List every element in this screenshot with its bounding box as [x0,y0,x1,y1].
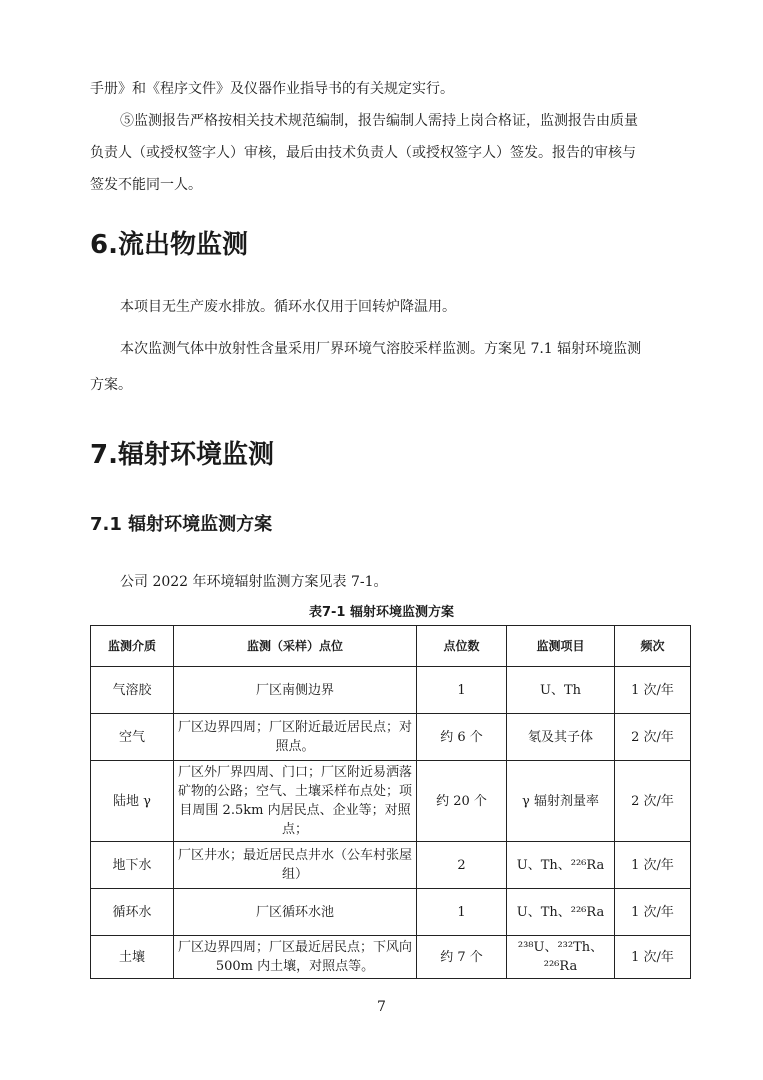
cell-medium: 土壤 [91,936,174,979]
cell-medium: 陆地 γ [91,761,174,842]
cell-item: U、Th [507,667,615,714]
section-6-para-2a: 本次监测气体中放射性含量采用厂界环境气溶胶采样监测。方案见 7.1 辐射环境监测 [120,341,642,357]
cell-location: 厂区井水；最近居民点井水（公车村张屋组） [174,842,417,889]
cell-count: 约 20 个 [417,761,507,842]
cell-item: U、Th、²²⁶Ra [507,889,615,936]
cell-location: 厂区南侧边界 [174,667,417,714]
table-row [91,889,691,936]
intro-line-3: 负责人（或授权签字人）审核，最后由技术负责人（或授权签字人）签发。报告的审核与 [90,145,636,161]
cell-count: 1 [417,889,507,936]
section-7-1-heading: 7.1 辐射环境监测方案 [90,514,273,535]
section-7-heading: 7.辐射环境监测 [90,440,274,470]
table-row [91,761,691,842]
cell-location: 厂区边界四周；厂区附近最近居民点；对照点。 [174,714,417,761]
cell-frequency: 2 次/年 [615,761,691,842]
cell-location: 厂区边界四周；厂区最近居民点；下风向 500m 内土壤，对照点等。 [174,936,417,979]
cell-count: 约 7 个 [417,936,507,979]
cell-medium: 空气 [91,714,174,761]
cell-item: γ 辐射剂量率 [507,761,615,842]
header-item: 监测项目 [507,626,615,667]
header-medium: 监测介质 [91,626,174,667]
section-7-1-para: 公司 2022 年环境辐射监测方案见表 7-1。 [120,574,388,590]
section-6-para-1: 本项目无生产废水排放。循环水仅用于回转炉降温用。 [120,299,456,315]
header-count: 点位数 [417,626,507,667]
intro-line-1: 手册》和《程序文件》及仪器作业指导书的有关规定实行。 [90,81,454,97]
cell-medium: 地下水 [91,842,174,889]
table-row [91,667,691,714]
cell-frequency: 1 次/年 [615,667,691,714]
cell-location: 厂区循环水池 [174,889,417,936]
intro-line-2: ⑤监测报告严格按相关技术规范编制，报告编制人需持上岗合格证，监测报告由质量 [120,113,638,129]
cell-item: U、Th、²²⁶Ra [507,842,615,889]
cell-frequency: 2 次/年 [615,714,691,761]
section-6-para-2b: 方案。 [90,377,132,393]
table-row [91,714,691,761]
cell-medium: 气溶胶 [91,667,174,714]
table-row [91,936,691,979]
table-caption: 表7-1 辐射环境监测方案 [308,605,454,620]
cell-item: 氡及其子体 [507,714,615,761]
cell-count: 约 6 个 [417,714,507,761]
section-6-heading: 6.流出物监测 [90,230,248,260]
cell-count: 2 [417,842,507,889]
header-frequency: 频次 [615,626,691,667]
cell-frequency: 1 次/年 [615,842,691,889]
cell-location: 厂区外厂界四周、门口；厂区附近易洒落矿物的公路；空气、土壤采样布点处；项目周围 2.5km 内居民点、企业等；对照点； [174,761,417,842]
header-location: 监测（采样）点位 [174,626,417,667]
table-row [91,842,691,889]
cell-count: 1 [417,667,507,714]
intro-line-4: 签发不能同一人。 [90,177,202,193]
cell-medium: 循环水 [91,889,174,936]
page-number: 7 [377,999,386,1015]
table-header-row [91,626,691,667]
monitoring-plan-table [90,625,691,979]
cell-frequency: 1 次/年 [615,936,691,979]
cell-item: ²³⁸U、²³²Th、²²⁶Ra [507,936,615,979]
cell-frequency: 1 次/年 [615,889,691,936]
